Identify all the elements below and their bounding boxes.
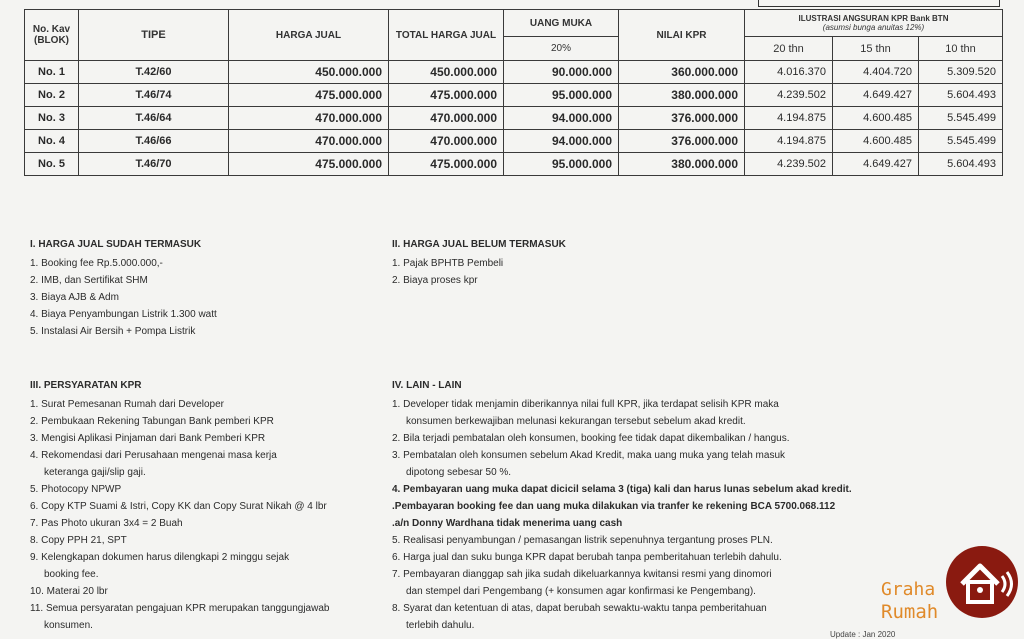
cell-kav: No. 3 [25, 107, 79, 130]
list-item: .Pembayaran booking fee dan uang muka dilakukan via tranfer ke rekening BCA 5700.068.112 [392, 501, 836, 512]
list-item: konsumen. [44, 620, 93, 631]
table-row [25, 130, 1003, 153]
cell-a15: 4.649.427 [833, 153, 919, 176]
section-title: IV. LAIN - LAIN [392, 380, 462, 391]
list-item: 6. Harga jual dan suku bunga KPR dapat berubah tanpa pemberitahuan terlebih dahulu. [392, 552, 782, 563]
cell-total: 450.000.000 [389, 61, 504, 84]
table-row [25, 61, 1003, 84]
list-item: 5. Realisasi penyambungan / pemasangan listrik sepenuhnya tergantung proses PLN. [392, 535, 773, 546]
cell-total: 475.000.000 [389, 84, 504, 107]
cell-tipe: T.46/64 [79, 107, 229, 130]
table-row [25, 84, 1003, 107]
header-nilai-kpr: NILAI KPR [619, 10, 745, 61]
list-item: 1. Developer tidak menjamin diberikannya nilai full KPR, jika terdapat selisih KPR maka [392, 399, 779, 410]
list-item: 4. Biaya Penyambungan Listrik 1.300 watt [30, 309, 217, 320]
section-title: I. HARGA JUAL SUDAH TERMASUK [30, 239, 202, 250]
list-item: 3. Pembatalan oleh konsumen sebelum Akad Kredit, maka uang muka yang telah masuk [392, 450, 786, 461]
cell-a10: 5.309.520 [919, 61, 1003, 84]
cell-tipe: T.46/74 [79, 84, 229, 107]
cell-kpr: 380.000.000 [619, 84, 745, 107]
list-item: 5. Instalasi Air Bersih + Pompa Listrik [30, 326, 196, 337]
logo-text-rumah: Rumah [881, 601, 939, 623]
cell-harga: 470.000.000 [229, 107, 389, 130]
section-harga-termasuk [30, 236, 370, 340]
cell-total: 470.000.000 [389, 107, 504, 130]
ilustrasi-sub: (asumsi bunga anuitas 12%) [822, 23, 925, 32]
cell-dp: 95.000.000 [504, 84, 619, 107]
cell-dp: 94.000.000 [504, 130, 619, 153]
cell-kpr: 376.000.000 [619, 107, 745, 130]
list-item: 5. Photocopy NPWP [30, 484, 122, 495]
header-harga-jual: HARGA JUAL [229, 10, 389, 61]
cell-kav: No. 4 [25, 130, 79, 153]
header-kav [25, 10, 79, 61]
cell-a20: 4.239.502 [745, 153, 833, 176]
list-item: 10. Materai 20 lbr [30, 586, 108, 597]
header-kav-label: No. Kav [32, 24, 71, 35]
item-list [30, 396, 380, 634]
item-list [30, 255, 370, 340]
cell-kav: No. 5 [25, 153, 79, 176]
item-list [392, 396, 872, 634]
cell-a10: 5.545.499 [919, 107, 1003, 130]
item-list [392, 255, 732, 289]
header-ilustrasi [745, 10, 1003, 37]
cell-a15: 4.649.427 [833, 84, 919, 107]
ilustrasi-title: ILUSTRASI ANGSURAN KPR Bank BTN [798, 14, 949, 23]
cell-a15: 4.404.720 [833, 61, 919, 84]
list-item: 4. Pembayaran uang muka dapat dicicil selama 3 (tiga) kali dan harus lunas sebelum akad kredit. [392, 484, 852, 495]
cell-dp: 95.000.000 [504, 153, 619, 176]
cell-tipe: T.46/66 [79, 130, 229, 153]
list-item: 7. Pembayaran dianggap sah jika sudah dikeluarkannya kwitansi resmi yang dinomori [392, 569, 772, 580]
list-item: 2. Bila terjadi pembatalan oleh konsumen, booking fee tidak dapat dikembalikan / hangus. [392, 433, 790, 444]
list-item: 11. Semua persyaratan pengajuan KPR merupakan tanggungjawab [30, 603, 330, 614]
list-item: 8. Syarat dan ketentuan di atas, dapat berubah sewaktu-waktu tanpa pemberitahuan [392, 603, 767, 614]
list-item: 3. Biaya AJB & Adm [30, 292, 119, 303]
cell-dp: 90.000.000 [504, 61, 619, 84]
list-item: 1. Surat Pemesanan Rumah dari Developer [30, 399, 224, 410]
list-item: booking fee. [44, 569, 99, 580]
list-item: terlebih dahulu. [406, 620, 475, 631]
list-item: 4. Rekomendasi dari Perusahaan mengenai masa kerja [30, 450, 277, 461]
graha-rumah-logo [876, 546, 1024, 636]
section-persyaratan-kpr [30, 377, 380, 634]
section-title: III. PERSYARATAN KPR [30, 380, 142, 391]
cell-a20: 4.194.875 [745, 107, 833, 130]
list-item: 2. Pembukaan Rekening Tabungan Bank pemberi KPR [30, 416, 274, 427]
cell-kpr: 360.000.000 [619, 61, 745, 84]
list-item: 6. Copy KTP Suami & Istri, Copy KK dan Copy Surat Nikah @ 4 lbr [30, 501, 327, 512]
header-10thn: 10 thn [919, 37, 1003, 61]
cell-harga: 475.000.000 [229, 153, 389, 176]
list-item: 1. Pajak BPHTB Pembeli [392, 258, 504, 269]
header-15thn: 15 thn [833, 37, 919, 61]
list-item: keteranga gaji/slip gaji. [44, 467, 146, 478]
cell-kav: No. 2 [25, 84, 79, 107]
cell-total: 475.000.000 [389, 153, 504, 176]
list-item: 9. Kelengkapan dokumen harus dilengkapi 2 minggu sejak [30, 552, 290, 563]
cell-a20: 4.239.502 [745, 84, 833, 107]
cell-a15: 4.600.485 [833, 130, 919, 153]
cell-a10: 5.604.493 [919, 84, 1003, 107]
top-box [758, 0, 1000, 7]
section-lain-lain [392, 377, 872, 634]
list-item: dipotong sebesar 50 %. [406, 467, 512, 478]
cell-kav: No. 1 [25, 61, 79, 84]
cell-harga: 475.000.000 [229, 84, 389, 107]
list-item: 2. Biaya proses kpr [392, 275, 478, 286]
list-item: 8. Copy PPH 21, SPT [30, 535, 127, 546]
list-item: 1. Booking fee Rp.5.000.000,- [30, 258, 163, 269]
header-kav-sub: (BLOK) [34, 35, 69, 46]
list-item: 3. Mengisi Aplikasi Pinjaman dari Bank Pemberi KPR [30, 433, 266, 444]
header-tipe: TIPE [79, 10, 229, 61]
section-title: II. HARGA JUAL BELUM TERMASUK [392, 239, 566, 250]
section-harga-belum-termasuk [392, 236, 732, 289]
list-item: 2. IMB, dan Sertifikat SHM [30, 275, 148, 286]
list-item: konsumen berkewajiban melunasi kekurangan tersebut sebelum akad kredit. [406, 416, 746, 427]
cell-kpr: 376.000.000 [619, 130, 745, 153]
price-table [24, 9, 1003, 176]
cell-a20: 4.194.875 [745, 130, 833, 153]
header-total-harga: TOTAL HARGA JUAL [389, 10, 504, 61]
logo-text-graha: Graha [881, 579, 936, 600]
cell-total: 470.000.000 [389, 130, 504, 153]
cell-kpr: 380.000.000 [619, 153, 745, 176]
cell-harga: 470.000.000 [229, 130, 389, 153]
cell-a20: 4.016.370 [745, 61, 833, 84]
header-uang-muka: UANG MUKA [504, 10, 619, 37]
cell-tipe: T.42/60 [79, 61, 229, 84]
cell-harga: 450.000.000 [229, 61, 389, 84]
list-item: 7. Pas Photo ukuran 3x4 = 2 Buah [30, 518, 183, 529]
table-row [25, 153, 1003, 176]
cell-a10: 5.545.499 [919, 130, 1003, 153]
list-item: dan stempel dari Pengembang (+ konsumen agar konfirmasi ke Pengembang). [406, 586, 756, 597]
header-20thn: 20 thn [745, 37, 833, 61]
cell-dp: 94.000.000 [504, 107, 619, 130]
cell-a15: 4.600.485 [833, 107, 919, 130]
cell-a10: 5.604.493 [919, 153, 1003, 176]
header-uang-muka-pct: 20% [504, 37, 619, 61]
update-note: Update : Jan 2020 [830, 630, 896, 639]
cell-tipe: T.46/70 [79, 153, 229, 176]
house-sound-icon [946, 546, 1018, 618]
list-item: .a/n Donny Wardhana tidak menerima uang cash [392, 518, 623, 529]
table-row [25, 107, 1003, 130]
